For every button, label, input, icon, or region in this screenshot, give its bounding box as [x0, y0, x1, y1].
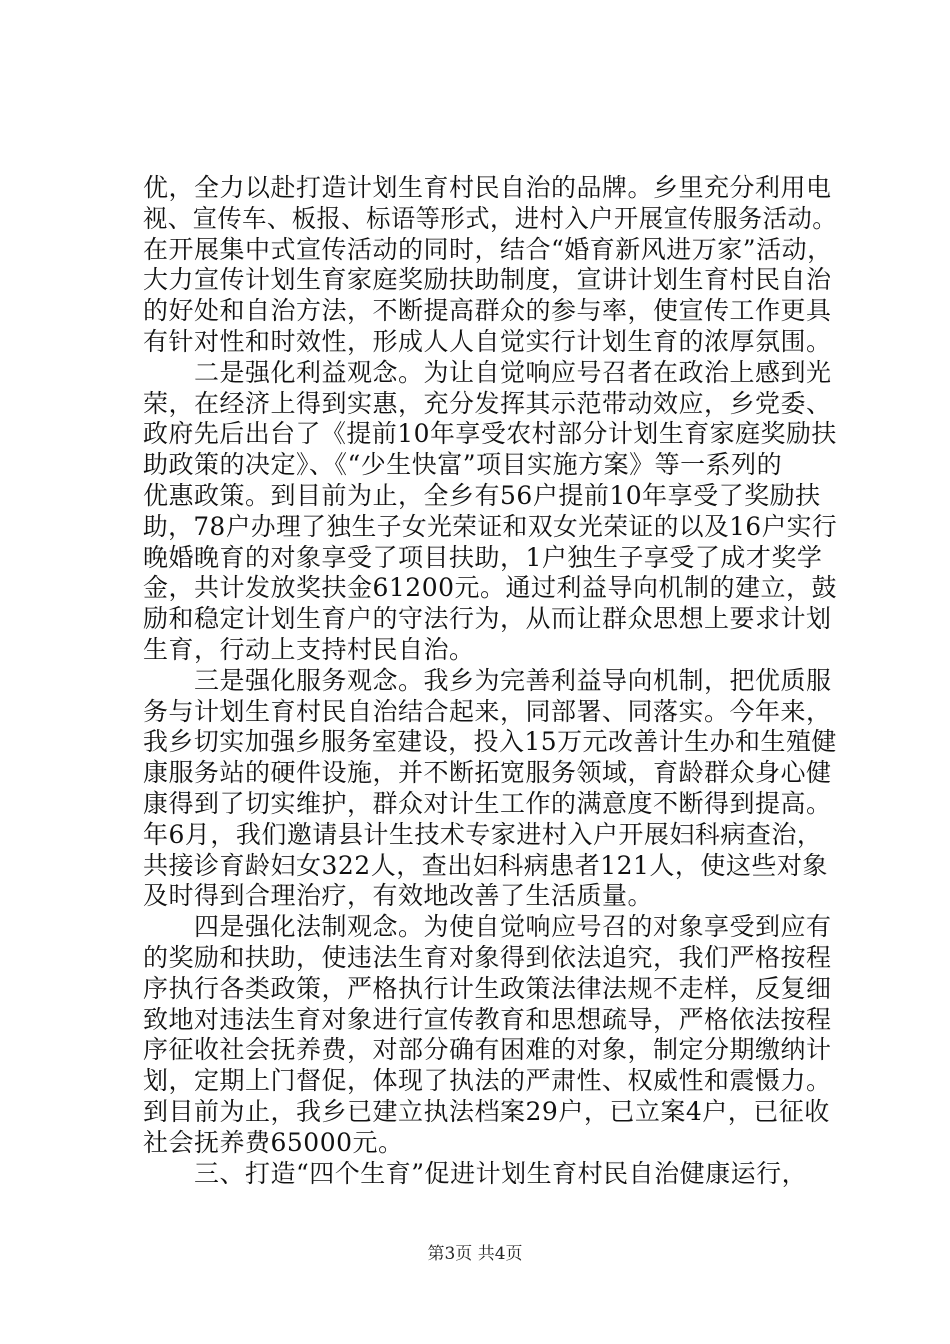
text-line: 大力宣传计划生育家庭奖励扶助制度，宣讲计划生育村民自治	[143, 265, 832, 295]
text-line: 二是强化利益观念。为让自觉响应号召者在政治上感到光	[143, 357, 832, 387]
text-line: 生育，行动上支持村民自治。	[143, 634, 475, 664]
text-line: 务与计划生育村民自治结合起来，同部署、同落实。今年来，	[143, 696, 832, 726]
text-line: 三是强化服务观念。我乡为完善利益导向机制，把优质服	[143, 665, 832, 695]
text-line: 有针对性和时效性，形成人人自觉实行计划生育的浓厚氛围。	[143, 326, 832, 356]
text-line: 的奖励和扶助，使违法生育对象得到依法追究，我们严格按程	[143, 942, 832, 972]
text-line: 社会抚养费65000元。	[143, 1127, 404, 1157]
text-line: 年6月，我们邀请县计生技术专家进村入户开展妇科病查治，	[143, 819, 823, 849]
text-line: 金，共计发放奖扶金61200元。通过利益导向机制的建立，鼓	[143, 573, 838, 603]
page-footer: 第3页 共4页	[427, 1244, 523, 1264]
text-line: 在开展集中式宣传活动的同时，结合“婚育新风进万家”活动，	[143, 234, 833, 264]
text-line: 共接诊育龄妇女322人，查出妇科病患者121人，使这些对象	[143, 850, 828, 880]
text-line: 助，78户办理了独生子女光荣证和双女光荣证的以及16户实行	[143, 511, 838, 541]
text-line: 致地对违法生育对象进行宣传教育和思想疏导，严格依法按程	[143, 1004, 832, 1034]
text-line: 晚婚晚育的对象享受了项目扶助，1户独生子享受了成才奖学	[143, 542, 823, 572]
text-line: 划，定期上门督促，体现了执法的严肃性、权威性和震慑力。	[143, 1066, 832, 1096]
text-line: 荣，在经济上得到实惠，充分发挥其示范带动效应，乡党委、	[143, 388, 832, 418]
text-line: 康得到了切实维护，群众对计生工作的满意度不断得到提高。	[143, 788, 832, 818]
text-line: 政府先后出台了《提前10年享受农村部分计划生育家庭奖励扶	[143, 419, 837, 449]
text-line: 优，全力以赴打造计划生育村民自治的品牌。乡里充分利用电	[143, 173, 832, 202]
text-line: 视、宣传车、板报、标语等形式，进村入户开展宣传服务活动。	[143, 203, 838, 233]
text-line: 序执行各类政策，严格执行计生政策法律法规不走样，反复细	[143, 973, 832, 1003]
text-line: 励和稳定计划生育户的守法行为，从而让群众思想上要求计划	[143, 604, 832, 634]
body-text	[143, 173, 837, 1189]
text-line: 四是强化法制观念。为使自觉响应号召的对象享受到应有	[143, 912, 832, 942]
text-line: 我乡切实加强乡服务室建设，投入15万元改善计生办和生殖健	[143, 727, 837, 757]
text-line: 到目前为止，我乡已建立执法档案29户，已立案4户，已征收	[143, 1096, 830, 1126]
text-line: 及时得到合理治疗，有效地改善了生活质量。	[143, 881, 654, 911]
text-line: 三、打造“四个生育”促进计划生育村民自治健康运行，	[143, 1158, 808, 1188]
text-line: 的好处和自治方法，不断提高群众的参与率，使宣传工作更具	[143, 296, 832, 326]
text-line: 康服务站的硬件设施，并不断拓宽服务领域，育龄群众身心健	[143, 758, 832, 788]
text-line: 优惠政策。到目前为止，全乡有56户提前10年享受了奖励扶	[143, 480, 821, 510]
text-line: 助政策的决定》、《“少生快富”项目实施方案》等一系列的	[143, 450, 783, 480]
text-line: 序征收社会抚养费，对部分确有困难的对象，制定分期缴纳计	[143, 1035, 832, 1065]
